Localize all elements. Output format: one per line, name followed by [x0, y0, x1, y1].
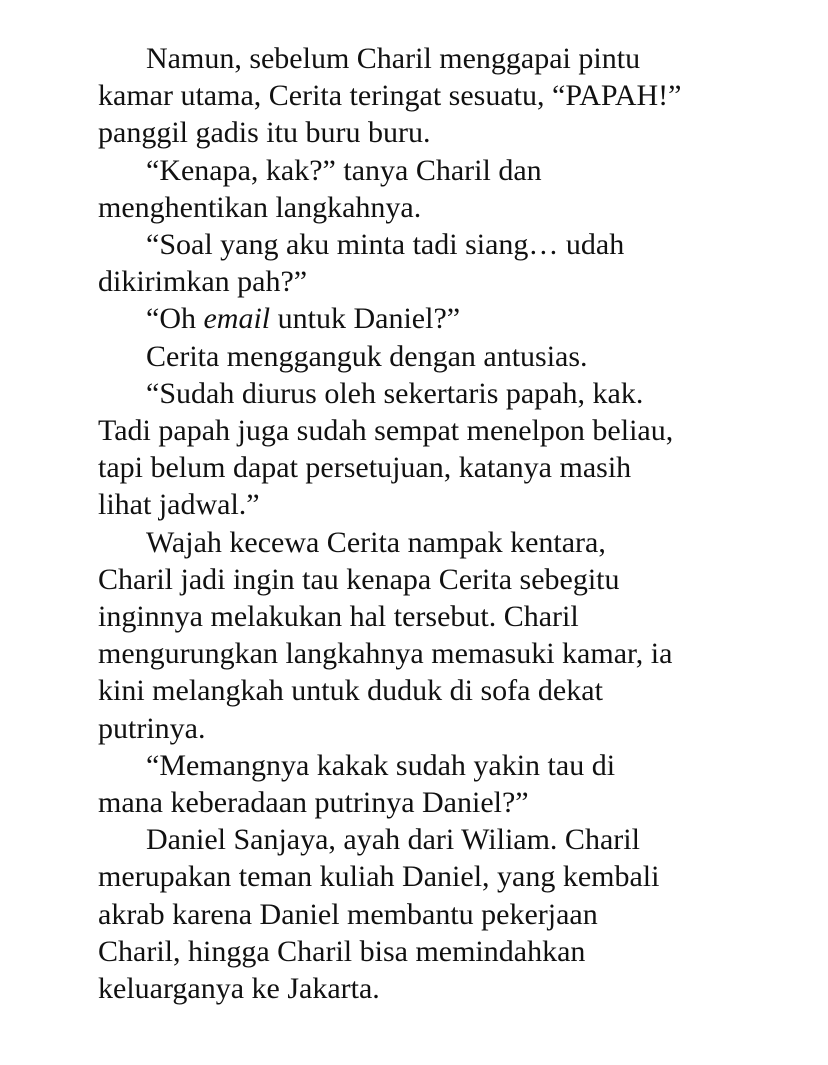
- paragraph: [98, 300, 798, 337]
- paragraph: Namun, sebelum Charil menggapai pintu kamar utama, Cerita teringat sesuatu, “PAPAH!” panggil gadis itu buru buru.: [98, 42, 682, 150]
- paragraph: “Memangnya kakak sudah yakin tau di mana keberadaan putrinya Daniel?”: [98, 748, 616, 820]
- paragraph: Cerita mengganguk dengan antusias.: [146, 339, 588, 373]
- paragraph: “Sudah diurus oleh sekertaris papah, kak. Tadi papah juga sudah sempat menelpon beliau, tapi belum dapat persetujuan, katanya masih lihat jadwal.”: [98, 376, 674, 522]
- paragraph: Daniel Sanjaya, ayah dari Wiliam. Charil merupakan teman kuliah Daniel, yang kembali akrab karena Daniel membantu pekerjaan Charil, hingga Charil bisa memindahkan keluarganya ke Jakarta.: [98, 823, 660, 1006]
- paragraph: “Soal yang aku minta tadi siang… udah dikirimkan pah?”: [98, 228, 625, 299]
- paragraph: Wajah kecewa Cerita nampak kentara, Charil jadi ingin tau kenapa Cerita sebegitu inginnya melakukan hal tersebut. Charil mengurungkan langkahnya memasuki kamar, ia kini melangkah untuk duduk di sofa dekat putrinya.: [98, 525, 673, 745]
- paragraph-text: “Oh: [146, 302, 204, 336]
- italic-term: email: [203, 302, 271, 336]
- document-page: [98, 40, 798, 1007]
- paragraph: “Kenapa, kak?” tanya Charil dan menghentikan langkahnya.: [98, 153, 542, 224]
- paragraph-text: untuk Daniel?”: [270, 302, 461, 336]
